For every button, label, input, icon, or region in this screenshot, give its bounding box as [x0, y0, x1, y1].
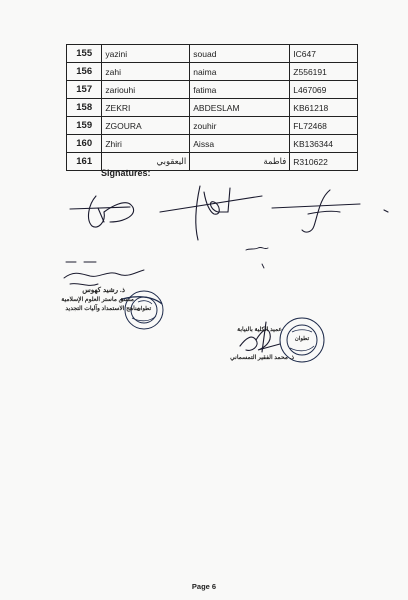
initial-scribble: [246, 247, 268, 268]
id-cell: FL72468: [290, 117, 358, 135]
signature-2: [160, 186, 262, 240]
seal-right-text: تطوان: [294, 336, 310, 342]
signature-3: [272, 190, 388, 232]
first-name-cell: zouhir: [190, 117, 290, 135]
page-footer: Page 6: [191, 582, 217, 591]
stamp-right-name: ذ. محمد الفقير التمسماني: [230, 355, 294, 361]
handwritten-name-left: [64, 262, 144, 285]
last-name-cell: اليعقوبي: [102, 153, 190, 171]
first-name-cell: souad: [190, 45, 290, 63]
row-number: 161: [67, 153, 102, 171]
first-name-cell: fatima: [190, 81, 290, 99]
last-name-cell: yazini: [102, 45, 190, 63]
last-name-cell: ZEKRI: [102, 99, 190, 117]
seal-left-text: تطوان: [136, 306, 152, 312]
id-cell: L467069: [290, 81, 358, 99]
id-cell: KB61218: [290, 99, 358, 117]
id-cell: R310622: [290, 153, 358, 171]
stamp-left-subtitle: مناهج الاستمداد وآليات التجديد: [65, 306, 140, 312]
row-number: 156: [67, 63, 102, 81]
id-cell: IC647: [290, 45, 358, 63]
row-number: 158: [67, 99, 102, 117]
first-name-cell: فاطمة: [190, 153, 290, 171]
first-name-cell: ABDESLAM: [190, 99, 290, 117]
first-name-cell: Aissa: [190, 135, 290, 153]
stamp-left-name: ذ. رشيد كهوس: [82, 287, 125, 294]
row-number: 157: [67, 81, 102, 99]
last-name-cell: ZGOURA: [102, 117, 190, 135]
row-number: 160: [67, 135, 102, 153]
id-cell: KB136344: [290, 135, 358, 153]
last-name-cell: zahi: [102, 63, 190, 81]
signatures-heading: Signatures:: [101, 168, 151, 178]
last-name-cell: zariouhi: [102, 81, 190, 99]
id-cell: Z556191: [290, 63, 358, 81]
last-name-cell: Zhiri: [102, 135, 190, 153]
stamp-left-title: منسق ماستر العلوم الإسلامية: [61, 297, 134, 303]
row-number: 159: [67, 117, 102, 135]
row-number: 155: [67, 45, 102, 63]
stamp-right-title: عميد الكلية بالنيابة: [237, 327, 282, 333]
signature-1: [70, 196, 134, 227]
first-name-cell: naima: [190, 63, 290, 81]
